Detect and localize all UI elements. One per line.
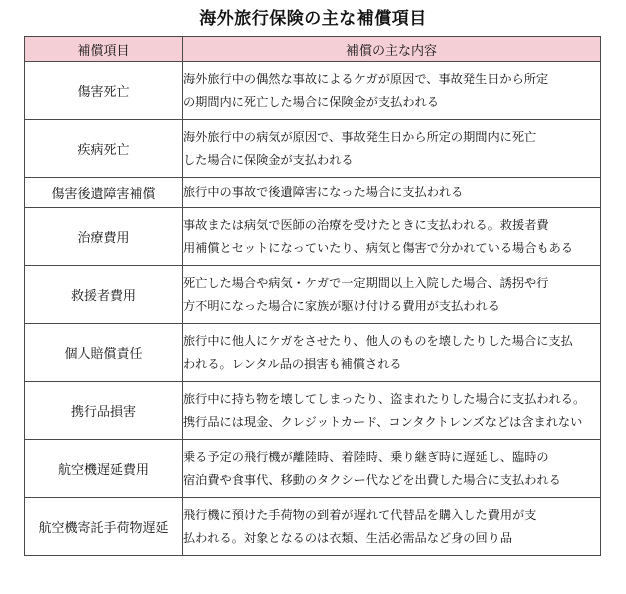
coverage-item-description	[183, 324, 601, 382]
coverage-item-name: 個人賠償責任	[25, 324, 183, 382]
description-line: した場合に保険金が支払われる	[183, 152, 354, 167]
table-header-row	[25, 37, 601, 62]
coverage-item-name: 航空機寄託手荷物遅延	[25, 498, 183, 556]
description-line: 旅行中に持ち物を壊してしまったり、盗まれたりした場合に支払われる。	[183, 391, 586, 406]
description-line: 払われる。対象となるのは衣類、生活必需品など身の回り品	[183, 530, 513, 545]
coverage-item-description	[183, 62, 601, 120]
table-row	[25, 62, 601, 120]
description-line: 死亡した場合や病気・ケガで一定期間以上入院した場合、誘拐や行	[183, 275, 549, 290]
coverage-table	[24, 36, 601, 556]
table-row	[25, 498, 601, 556]
table-row	[25, 208, 601, 266]
description-line: 事故または病気で医師の治療を受けたときに支払われる。救援者費	[183, 217, 549, 232]
coverage-item-description	[183, 178, 601, 208]
coverage-item-description	[183, 440, 601, 498]
description-line: 旅行中の事故で後遺障害になった場合に支払われる	[183, 185, 464, 199]
table-row	[25, 266, 601, 324]
description-line: 用補償とセットになっていたり、病気と傷害で分かれている場合もある	[183, 240, 573, 255]
page-title: 海外旅行保険の主な補償項目	[199, 9, 427, 29]
coverage-item-name: 傷害死亡	[25, 62, 183, 120]
coverage-item-description	[183, 120, 601, 178]
header-coverage-content: 補償の主な内容	[183, 37, 601, 62]
table-row	[25, 440, 601, 498]
header-coverage-item: 補償項目	[25, 37, 183, 62]
description-line: 乗る予定の飛行機が離陸時、着陸時、乗り継ぎ時に遅延し、臨時の	[183, 449, 549, 464]
coverage-item-description	[183, 382, 601, 440]
coverage-item-name: 治療費用	[25, 208, 183, 266]
coverage-item-description	[183, 266, 601, 324]
coverage-item-name: 携行品損害	[25, 382, 183, 440]
coverage-item-description	[183, 498, 601, 556]
description-line: 携行品には現金、クレジットカード、コンタクトレンズなどは含まれない	[183, 414, 583, 429]
coverage-item-name: 傷害後遺障害補償	[25, 178, 183, 208]
table-row	[25, 120, 601, 178]
description-line: 海外旅行中の病気が原因で、事故発生日から所定の期間内に死亡	[183, 129, 537, 144]
coverage-item-name: 疾病死亡	[25, 120, 183, 178]
coverage-item-description	[183, 208, 601, 266]
table-row	[25, 178, 601, 208]
description-line: 旅行中に他人にケガをさせたり、他人のものを壊したりした場合に支払	[183, 333, 573, 348]
coverage-item-name: 救援者費用	[25, 266, 183, 324]
description-line: われる。レンタル品の損害も補償される	[183, 356, 402, 371]
coverage-item-name: 航空機遅延費用	[25, 440, 183, 498]
description-line: 海外旅行中の偶然な事故によるケガが原因で、事故発生日から所定	[183, 71, 549, 86]
table-row	[25, 324, 601, 382]
description-line: 宿泊費や食事代、移動のタクシー代などを出費した場合に支払われる	[183, 472, 561, 487]
description-line: の期間内に死亡した場合に保険金が支払われる	[183, 94, 439, 109]
description-line: 飛行機に預けた手荷物の到着が遅れて代替品を購入した費用が支	[183, 507, 537, 522]
description-line: 方不明になった場合に家族が駆け付ける費用が支払われる	[183, 298, 500, 313]
table-row	[25, 382, 601, 440]
